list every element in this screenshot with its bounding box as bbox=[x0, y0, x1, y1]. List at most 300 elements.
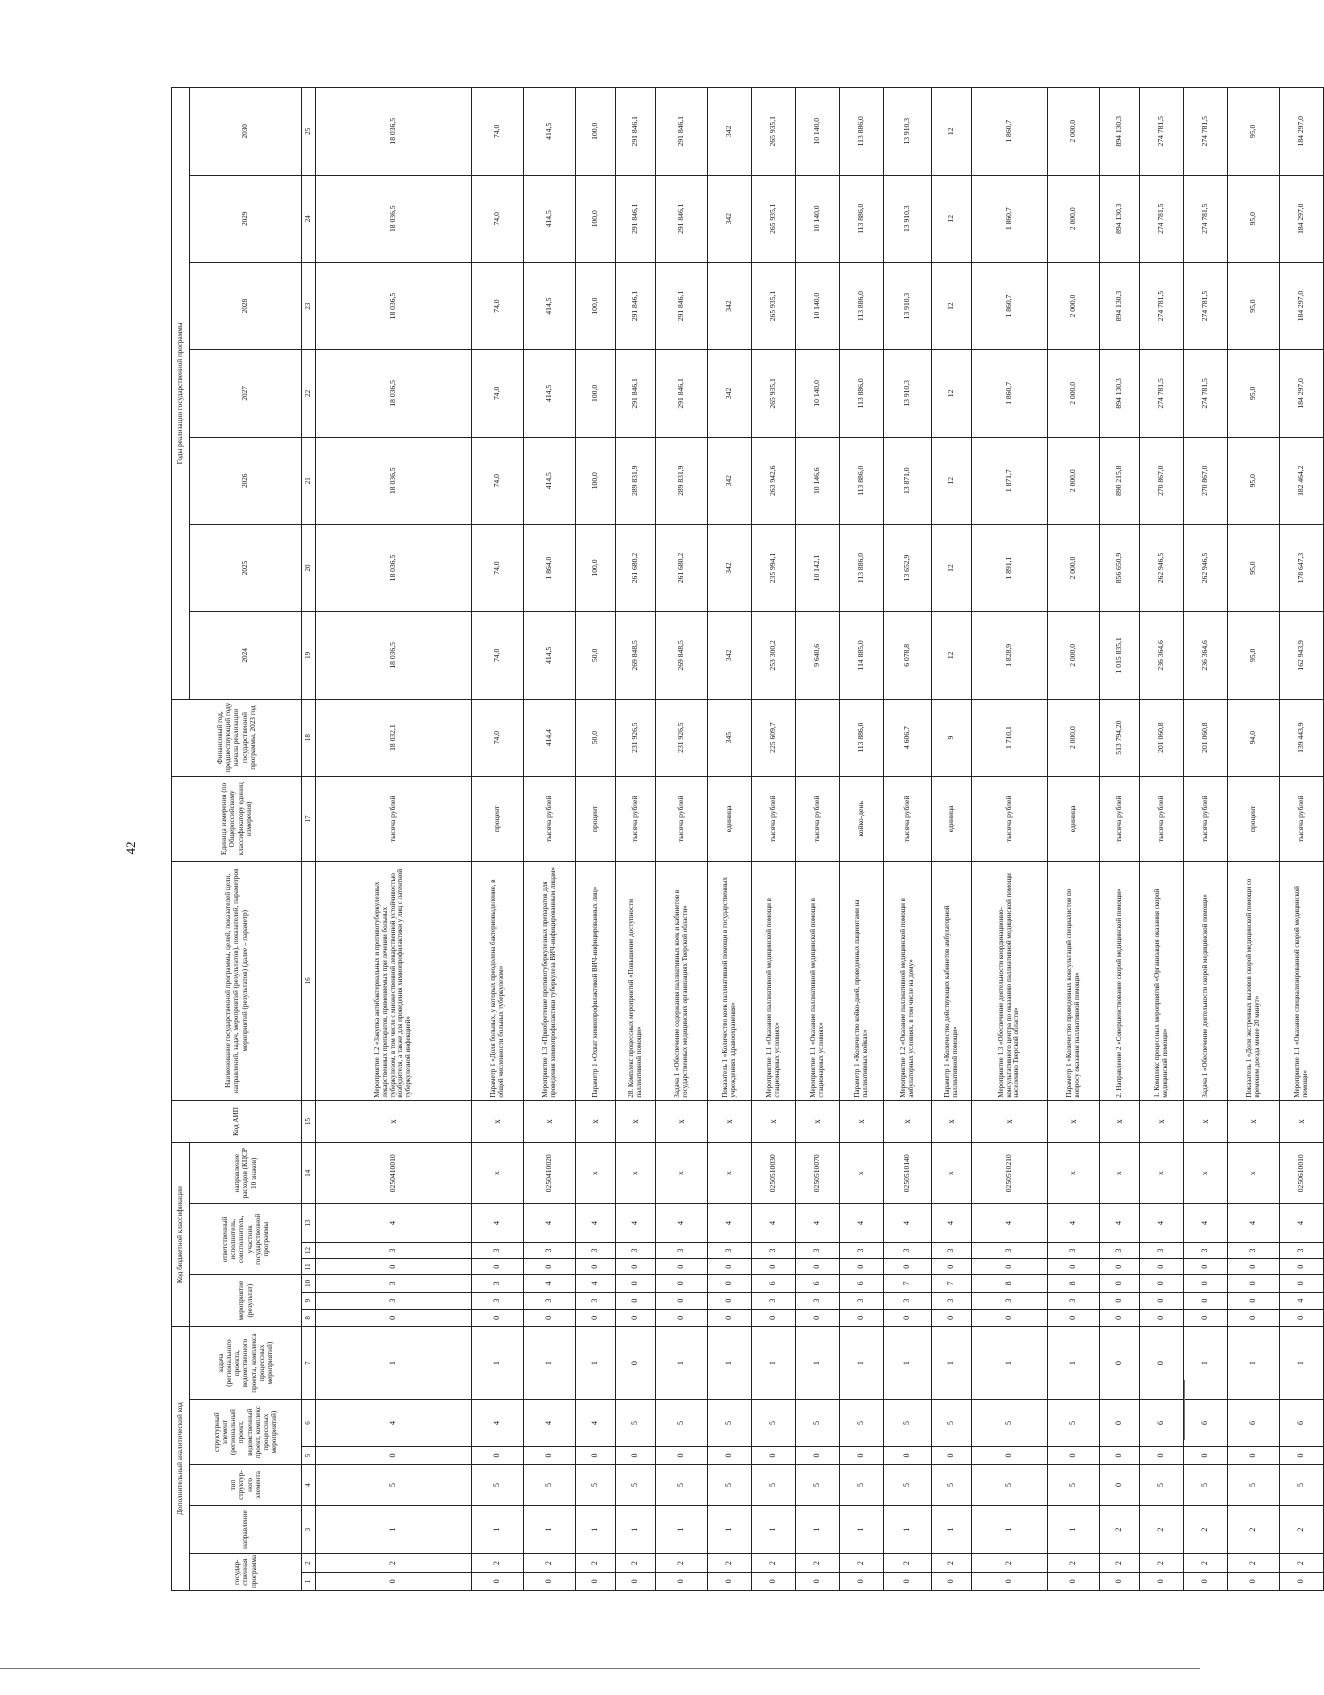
unit-cell: процент bbox=[1228, 776, 1280, 861]
code-cell: 5 bbox=[524, 1465, 576, 1506]
program-table bbox=[171, 87, 1324, 1591]
code-cell: 3 bbox=[576, 1242, 616, 1258]
year-value-cell: 2 000,0 bbox=[1048, 175, 1100, 262]
kcsr-cell: х bbox=[840, 1143, 884, 1204]
code-cell: 5 bbox=[472, 1465, 524, 1506]
year-value-cell: 291 846,1 bbox=[616, 350, 656, 437]
code-cell: 0 bbox=[1100, 1292, 1140, 1309]
code-cell: 0 bbox=[840, 1309, 884, 1326]
unit-cell: койко-день bbox=[840, 776, 884, 861]
year-header: 2028 bbox=[190, 262, 302, 349]
code-cell: 4 bbox=[316, 1204, 472, 1243]
code-cell: 4 bbox=[524, 1275, 576, 1292]
code-cell: 0 bbox=[472, 1572, 524, 1590]
year-value-cell: 1 871,7 bbox=[972, 437, 1048, 524]
code-cell: 2 bbox=[796, 1554, 840, 1572]
year-value-cell: 74,0 bbox=[472, 524, 524, 611]
kcsr-cell: 0250510070 bbox=[796, 1143, 840, 1204]
code-cell: 0 bbox=[576, 1572, 616, 1590]
year-value-cell: 894 130,3 bbox=[1100, 88, 1140, 176]
code-cell: 0 bbox=[1280, 1259, 1324, 1275]
code-cell: 3 bbox=[316, 1275, 472, 1292]
column-number: 14 bbox=[302, 1143, 316, 1204]
name-cell: Мероприятие 1.3 «Приобретение противотуберкулезных препаратов для проведения химиопрофилактики туберкулеза ВИЧ-инфицированным лицам» bbox=[524, 862, 576, 1101]
year-value-cell: 162 943,9 bbox=[1280, 612, 1324, 699]
code-cell: 5 bbox=[616, 1465, 656, 1506]
year-value-cell: 261 680,2 bbox=[616, 524, 656, 611]
column-number: 1 bbox=[302, 1572, 316, 1590]
year-value-cell: 274 781,5 bbox=[1140, 88, 1184, 176]
year-value-cell: 269 848,5 bbox=[616, 612, 656, 699]
column-number: 10 bbox=[302, 1275, 316, 1292]
code-cell: 0 bbox=[884, 1309, 932, 1326]
year-value-cell: 2 000,0 bbox=[1048, 262, 1100, 349]
year-value-cell: 274 781,5 bbox=[1140, 175, 1184, 262]
code-cell: 1 bbox=[752, 1327, 796, 1400]
code-cell: 0 bbox=[1184, 1572, 1228, 1590]
unit-cell: процент bbox=[576, 776, 616, 861]
year-value-cell: 2 000,0 bbox=[1048, 524, 1100, 611]
column-number: 5 bbox=[302, 1446, 316, 1464]
year-value-cell: 291 846,1 bbox=[616, 262, 656, 349]
code-cell: 3 bbox=[524, 1242, 576, 1258]
year-value-cell: 236 364,6 bbox=[1184, 612, 1228, 699]
code-cell: 3 bbox=[1140, 1242, 1184, 1258]
page-number: 42 bbox=[123, 841, 138, 855]
year-value-cell: 10 146,6 bbox=[796, 437, 840, 524]
code-cell: 1 bbox=[656, 1327, 708, 1400]
code-cell: 0 bbox=[1100, 1275, 1140, 1292]
code-cell: 0 bbox=[316, 1572, 472, 1590]
code-cell: 5 bbox=[972, 1465, 1048, 1506]
table-row bbox=[576, 88, 616, 1591]
year-value-cell: 265 935,1 bbox=[752, 262, 796, 349]
code-cell: 0 bbox=[1048, 1572, 1100, 1590]
code-cell: 0 bbox=[1140, 1259, 1184, 1275]
code-cell: 6 bbox=[1140, 1400, 1184, 1447]
code-cell: 0 bbox=[524, 1446, 576, 1464]
year-value-cell: 74,0 bbox=[472, 350, 524, 437]
code-cell: 1 bbox=[656, 1505, 708, 1554]
kcsr-cell: 0250510030 bbox=[752, 1143, 796, 1204]
code-cell: 0 bbox=[1184, 1259, 1228, 1275]
aip-cell: х bbox=[972, 1100, 1048, 1143]
table-row bbox=[316, 88, 472, 1591]
code-cell: 3 bbox=[656, 1242, 708, 1258]
aip-cell: х bbox=[1100, 1100, 1140, 1143]
code-cell: 3 bbox=[472, 1275, 524, 1292]
code-cell: 0 bbox=[1100, 1259, 1140, 1275]
year-value-cell: 178 647,3 bbox=[1280, 524, 1324, 611]
column-number: 7 bbox=[302, 1327, 316, 1400]
code-cell: 4 bbox=[1184, 1204, 1228, 1243]
code-cell: 0 bbox=[708, 1309, 752, 1326]
year-value-cell: 13 871,0 bbox=[884, 437, 932, 524]
code-cell: 0 bbox=[796, 1259, 840, 1275]
code-cell: 5 bbox=[752, 1465, 796, 1506]
name-cell: 2. Направление 2 «Совершенствование скорой медицинской помощи» bbox=[1100, 862, 1140, 1101]
name-cell: Мероприятие 1.2 «Оказание паллиативной медицинской помощи в амбулаторных условиях, в том числе на дому» bbox=[884, 862, 932, 1101]
kcsr-cell: х bbox=[1184, 1143, 1228, 1204]
code-cell: 4 bbox=[576, 1204, 616, 1243]
aip-cell: х bbox=[472, 1100, 524, 1143]
code-cell: 5 bbox=[708, 1400, 752, 1447]
year-value-cell: 270 867,0 bbox=[1140, 437, 1184, 524]
code-cell: 3 bbox=[1100, 1242, 1140, 1258]
code-cell: 0 bbox=[840, 1572, 884, 1590]
code-cell: 2 bbox=[932, 1554, 972, 1572]
year-value-cell: 342 bbox=[708, 437, 752, 524]
year-value-cell: 1 864,0 bbox=[524, 524, 576, 611]
year-value-cell: 12 bbox=[932, 524, 972, 611]
code-cell: 4 bbox=[1140, 1204, 1184, 1243]
code-cell: 0 bbox=[656, 1259, 708, 1275]
code-cell: 0 bbox=[1100, 1465, 1140, 1506]
code-cell: 0 bbox=[1184, 1275, 1228, 1292]
code-cell: 1 bbox=[616, 1505, 656, 1554]
code-cell: 0 bbox=[884, 1259, 932, 1275]
year-value-cell: 13 652,9 bbox=[884, 524, 932, 611]
column-number: 2 bbox=[302, 1554, 316, 1572]
code-cell: 3 bbox=[576, 1292, 616, 1309]
code-cell: 4 bbox=[752, 1204, 796, 1243]
code-cell: 4 bbox=[524, 1400, 576, 1447]
analytic-code-header: Дополнительный аналитический код bbox=[172, 1327, 190, 1591]
code-cell: 4 bbox=[932, 1204, 972, 1243]
code-cell: 0 bbox=[1140, 1309, 1184, 1326]
aip-cell: х bbox=[932, 1100, 972, 1143]
code-cell: 0 bbox=[1100, 1309, 1140, 1326]
year-value-cell: 1 015 835,1 bbox=[1100, 612, 1140, 699]
year-value-cell: 184 297,0 bbox=[1280, 262, 1324, 349]
code-cell: 7 bbox=[884, 1275, 932, 1292]
unit-cell: тысяча рублей bbox=[972, 776, 1048, 861]
name-cell: Параметр 1 «Доля больных, у которых преодолена бактериовыделение, в общей численности больных туберкулезом» bbox=[472, 862, 524, 1101]
table-row bbox=[752, 88, 796, 1591]
year-value-cell: 74,0 bbox=[472, 88, 524, 176]
year-value-cell: 13 910,3 bbox=[884, 88, 932, 176]
year-value-cell: 182 464,2 bbox=[1280, 437, 1324, 524]
code-cell: 0 bbox=[1048, 1259, 1100, 1275]
aip-cell: х bbox=[840, 1100, 884, 1143]
base-year-cell: 201 060,8 bbox=[1140, 699, 1184, 776]
table-row bbox=[1100, 88, 1140, 1591]
year-value-cell: 261 680,2 bbox=[656, 524, 708, 611]
code-cell: 5 bbox=[932, 1465, 972, 1506]
table-row bbox=[796, 88, 840, 1591]
code-cell: 3 bbox=[1280, 1242, 1324, 1258]
name-cell: Параметр 1 «Количество проведенных консультаций специалистов по вопросу оказания паллиативной помощи» bbox=[1048, 862, 1100, 1101]
code-cell: 1 bbox=[576, 1327, 616, 1400]
name-cell: Задача 1 «Обеспечение содержания паллиативных коек и кабинетов в государственных медицинских организациях Тверской области» bbox=[656, 862, 708, 1101]
name-cell: Мероприятие 1.1 «Оказание специализированной скорой медицинской помощи» bbox=[1280, 862, 1324, 1101]
code-cell: 0 bbox=[1184, 1446, 1228, 1464]
year-value-cell: 13 910,3 bbox=[884, 350, 932, 437]
year-value-cell: 1 860,7 bbox=[972, 88, 1048, 176]
code-cell: 4 bbox=[524, 1204, 576, 1243]
code-cell: 0 bbox=[656, 1292, 708, 1309]
code-cell: 0 bbox=[1228, 1292, 1280, 1309]
unit-cell: тысяча рублей bbox=[524, 776, 576, 861]
code-cell: 2 bbox=[972, 1554, 1048, 1572]
code-cell: 0 bbox=[576, 1446, 616, 1464]
base-year-cell: 74,0 bbox=[472, 699, 524, 776]
column-number: 23 bbox=[302, 262, 316, 349]
code-cell: 3 bbox=[840, 1292, 884, 1309]
code-cell: 1 bbox=[932, 1505, 972, 1554]
year-value-cell: 414,5 bbox=[524, 88, 576, 176]
code-cell: 0 bbox=[656, 1446, 708, 1464]
base-year-cell: 225 609,7 bbox=[752, 699, 796, 776]
code-cell: 0 bbox=[840, 1446, 884, 1464]
year-value-cell: 95,0 bbox=[1228, 262, 1280, 349]
year-value-cell: 95,0 bbox=[1228, 175, 1280, 262]
column-number: 18 bbox=[302, 699, 316, 776]
code-cell: 0 bbox=[1280, 1572, 1324, 1590]
code-cell: 2 bbox=[1100, 1505, 1140, 1554]
code-cell: 0 bbox=[1280, 1275, 1324, 1292]
code-cell: 0 bbox=[972, 1446, 1048, 1464]
year-value-cell: 2 000,0 bbox=[1048, 437, 1100, 524]
code-cell: 1 bbox=[972, 1505, 1048, 1554]
year-value-cell: 95,0 bbox=[1228, 88, 1280, 176]
unit-cell: процент bbox=[472, 776, 524, 861]
aip-cell: х bbox=[1280, 1100, 1324, 1143]
code-cell: 3 bbox=[932, 1292, 972, 1309]
code-cell: 0 bbox=[1140, 1292, 1184, 1309]
year-value-cell: 291 846,1 bbox=[616, 175, 656, 262]
year-header: 2024 bbox=[190, 612, 302, 699]
year-value-cell: 100,0 bbox=[576, 175, 616, 262]
year-value-cell: 342 bbox=[708, 262, 752, 349]
name-cell: Параметр 1 «Охват химиопрофилактикой ВИЧ-инфицированных лиц» bbox=[576, 862, 616, 1101]
code-cell: 4 bbox=[1228, 1204, 1280, 1243]
code-cell: 5 bbox=[1140, 1465, 1184, 1506]
year-value-cell: 12 bbox=[932, 437, 972, 524]
year-value-cell: 263 942,6 bbox=[752, 437, 796, 524]
code-cell: 4 bbox=[316, 1400, 472, 1447]
column-number: 25 bbox=[302, 88, 316, 176]
code-cell: 0 bbox=[932, 1572, 972, 1590]
column-number: 22 bbox=[302, 350, 316, 437]
aip-cell: х bbox=[752, 1100, 796, 1143]
aip-cell: х bbox=[316, 1100, 472, 1143]
direction-header: направление bbox=[190, 1505, 302, 1554]
code-cell: 3 bbox=[884, 1242, 932, 1258]
code-cell: 0 bbox=[1048, 1446, 1100, 1464]
unit-cell: тысяча рублей bbox=[316, 776, 472, 861]
code-cell: 5 bbox=[752, 1400, 796, 1447]
code-cell: 0 bbox=[656, 1275, 708, 1292]
year-value-cell: 414,5 bbox=[524, 262, 576, 349]
code-cell: 6 bbox=[1228, 1400, 1280, 1447]
code-cell: 1 bbox=[472, 1327, 524, 1400]
code-cell: 6 bbox=[1280, 1400, 1324, 1447]
code-cell: 0 bbox=[1228, 1572, 1280, 1590]
year-value-cell: 2 000,0 bbox=[1048, 88, 1100, 176]
year-value-cell: 894 130,3 bbox=[1100, 175, 1140, 262]
year-value-cell: 342 bbox=[708, 524, 752, 611]
table-row bbox=[884, 88, 932, 1591]
year-value-cell: 13 910,3 bbox=[884, 262, 932, 349]
code-cell: 0 bbox=[708, 1292, 752, 1309]
code-cell: 3 bbox=[708, 1242, 752, 1258]
year-value-cell: 2 000,0 bbox=[1048, 612, 1100, 699]
program-header: государ-ственная программа bbox=[190, 1554, 302, 1591]
code-cell: 5 bbox=[1280, 1465, 1324, 1506]
code-cell: 4 bbox=[796, 1204, 840, 1243]
code-cell: 8 bbox=[972, 1275, 1048, 1292]
column-number: 24 bbox=[302, 175, 316, 262]
code-cell: 8 bbox=[1048, 1275, 1100, 1292]
year-value-cell: 74,0 bbox=[472, 612, 524, 699]
code-cell: 3 bbox=[616, 1242, 656, 1258]
kcsr-cell: х bbox=[616, 1143, 656, 1204]
code-cell: 5 bbox=[796, 1465, 840, 1506]
aip-cell: х bbox=[1228, 1100, 1280, 1143]
year-value-cell: 342 bbox=[708, 612, 752, 699]
code-cell: 4 bbox=[656, 1204, 708, 1243]
year-value-cell: 274 781,5 bbox=[1184, 175, 1228, 262]
code-cell: 4 bbox=[616, 1204, 656, 1243]
code-cell: 0 bbox=[1140, 1446, 1184, 1464]
table-row bbox=[472, 88, 524, 1591]
name-cell: Параметр 1 «Количество действующих кабинетов амбулаторной паллиативной помощи» bbox=[932, 862, 972, 1101]
code-cell: 0 bbox=[884, 1446, 932, 1464]
code-cell: 0 bbox=[932, 1446, 972, 1464]
code-cell: 0 bbox=[576, 1259, 616, 1275]
code-cell: 5 bbox=[932, 1400, 972, 1447]
aip-cell: х bbox=[524, 1100, 576, 1143]
code-cell: 4 bbox=[840, 1204, 884, 1243]
aip-cell: х bbox=[1140, 1100, 1184, 1143]
code-cell: 0 bbox=[1100, 1400, 1140, 1447]
aip-cell: х bbox=[576, 1100, 616, 1143]
budget-code-header: Код бюджетной классификации bbox=[172, 1143, 190, 1327]
code-cell: 3 bbox=[840, 1242, 884, 1258]
aip-cell: х bbox=[656, 1100, 708, 1143]
code-cell: 6 bbox=[1184, 1400, 1228, 1447]
kcsr-cell: х bbox=[656, 1143, 708, 1204]
base-year-cell: 4 606,7 bbox=[884, 699, 932, 776]
base-year-cell: 9 bbox=[932, 699, 972, 776]
code-cell: 0 bbox=[472, 1309, 524, 1326]
unit-cell: тысяча рублей bbox=[656, 776, 708, 861]
scan-edge-line bbox=[0, 1668, 1200, 1669]
code-cell: 5 bbox=[972, 1400, 1048, 1447]
code-cell: 1 bbox=[1048, 1505, 1100, 1554]
year-value-cell: 74,0 bbox=[472, 262, 524, 349]
code-cell: 0 bbox=[576, 1309, 616, 1326]
table-row bbox=[1140, 88, 1184, 1591]
code-cell: 3 bbox=[932, 1242, 972, 1258]
year-value-cell: 1 860,7 bbox=[972, 175, 1048, 262]
base-year-cell: 94,0 bbox=[1228, 699, 1280, 776]
table-row bbox=[972, 88, 1048, 1591]
code-cell: 5 bbox=[1048, 1465, 1100, 1506]
base-year-cell: 231 926,5 bbox=[656, 699, 708, 776]
unit-cell: тысяча рублей bbox=[752, 776, 796, 861]
unit-cell: единица bbox=[1048, 776, 1100, 861]
code-cell: 3 bbox=[1184, 1242, 1228, 1258]
year-value-cell: 10 140,0 bbox=[796, 350, 840, 437]
code-cell: 1 bbox=[1048, 1327, 1100, 1400]
year-value-cell: 100,0 bbox=[576, 88, 616, 176]
name-cell: Мероприятие 1.1 «Оказание паллиативной медицинской помощи в стационарных условиях» bbox=[752, 862, 796, 1101]
code-cell: 3 bbox=[316, 1292, 472, 1309]
year-value-cell: 95,0 bbox=[1228, 350, 1280, 437]
column-number: 11 bbox=[302, 1259, 316, 1275]
year-value-cell: 18 036,5 bbox=[316, 88, 472, 176]
code-cell: 1 bbox=[472, 1505, 524, 1554]
table-row bbox=[656, 88, 708, 1591]
year-value-cell: 236 364,6 bbox=[1140, 612, 1184, 699]
code-cell: 4 bbox=[576, 1400, 616, 1447]
code-cell: 2 bbox=[1280, 1554, 1324, 1572]
code-cell: 0 bbox=[616, 1292, 656, 1309]
year-value-cell: 100,0 bbox=[576, 350, 616, 437]
year-value-cell: 10 142,1 bbox=[796, 524, 840, 611]
base-year-cell: 513 794,20 bbox=[1100, 699, 1140, 776]
year-value-cell: 270 867,0 bbox=[1184, 437, 1228, 524]
aip-cell: х bbox=[1048, 1100, 1100, 1143]
code-cell: 1 bbox=[576, 1505, 616, 1554]
unit-cell: единица bbox=[708, 776, 752, 861]
year-value-cell: 890 215,8 bbox=[1100, 437, 1140, 524]
code-cell: 0 bbox=[656, 1572, 708, 1590]
code-cell: 0 bbox=[1228, 1446, 1280, 1464]
code-cell: 0 bbox=[1100, 1446, 1140, 1464]
year-header: 2029 bbox=[190, 175, 302, 262]
code-cell: 6 bbox=[752, 1275, 796, 1292]
code-cell: 5 bbox=[1228, 1465, 1280, 1506]
kcsr-cell: 0250410020 bbox=[524, 1143, 576, 1204]
column-number: 16 bbox=[302, 862, 316, 1101]
code-cell: 4 bbox=[472, 1204, 524, 1243]
kcsr-cell: х bbox=[1228, 1143, 1280, 1204]
code-cell: 0 bbox=[472, 1446, 524, 1464]
year-value-cell: 253 300,2 bbox=[752, 612, 796, 699]
code-cell: 2 bbox=[752, 1554, 796, 1572]
code-cell: 6 bbox=[840, 1275, 884, 1292]
code-cell: 2 bbox=[1100, 1554, 1140, 1572]
code-cell: 1 bbox=[1184, 1327, 1228, 1400]
code-cell: 0 bbox=[840, 1259, 884, 1275]
kcsr-cell: 0250510140 bbox=[884, 1143, 932, 1204]
code-cell: 5 bbox=[1048, 1400, 1100, 1447]
code-cell: 0 bbox=[472, 1259, 524, 1275]
code-cell: 3 bbox=[1228, 1242, 1280, 1258]
kcsr-cell: 0250610010 bbox=[1280, 1143, 1324, 1204]
unit-cell: тысяча рублей bbox=[1100, 776, 1140, 861]
year-value-cell: 342 bbox=[708, 350, 752, 437]
year-value-cell: 100,0 bbox=[576, 262, 616, 349]
code-cell: 0 bbox=[1140, 1572, 1184, 1590]
code-cell: 5 bbox=[796, 1400, 840, 1447]
base-year-cell: 1 710,1 bbox=[972, 699, 1048, 776]
code-cell: 6 bbox=[796, 1275, 840, 1292]
year-value-cell: 100,0 bbox=[576, 524, 616, 611]
code-cell: 0 bbox=[1048, 1309, 1100, 1326]
unit-cell: тысяча рублей bbox=[884, 776, 932, 861]
code-cell: 3 bbox=[752, 1242, 796, 1258]
unit-header: Единица измерения (по Общероссийскому классификатору единиц измерения) bbox=[172, 776, 302, 861]
year-value-cell: 894 130,3 bbox=[1100, 262, 1140, 349]
code-cell: 1 bbox=[752, 1505, 796, 1554]
year-value-cell: 289 831,9 bbox=[656, 437, 708, 524]
years-group-header: Годы реализации государственной программы bbox=[172, 88, 190, 700]
year-value-cell: 291 846,1 bbox=[656, 262, 708, 349]
